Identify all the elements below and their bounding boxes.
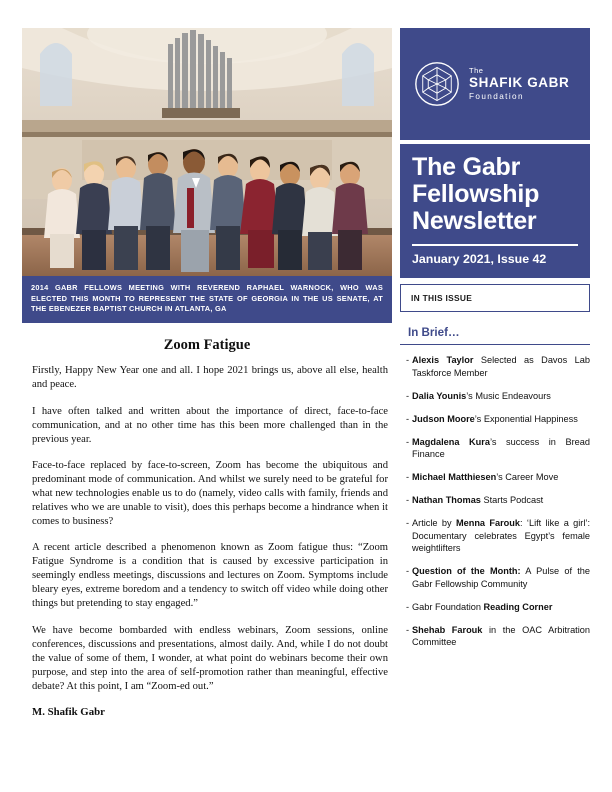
list-item-text	[412, 436, 590, 461]
in-brief-list	[400, 354, 590, 649]
list-item-text	[412, 413, 590, 426]
author-signature: M. Shafik Gabr	[32, 706, 105, 719]
list-item-lead: Dalia Younis	[412, 390, 467, 401]
in-brief-divider	[400, 344, 590, 345]
list-item	[406, 436, 590, 461]
foundation-logo-box	[400, 28, 590, 140]
list-item-text	[412, 494, 590, 507]
list-item-text	[412, 390, 590, 403]
article-paragraph: We have become bombarded with endless webinars, Zoom sessions, online conferences, discussions and presentations, almost daily. And, while I do not doubt the value of some of them, I wonder, at what point do webinars become their own purpose, and step into the area of self-promotion rather than meaningful, effective debate? At this point, I am “Zoom-ed out.”	[32, 624, 388, 692]
list-item	[406, 471, 590, 484]
list-item	[406, 565, 590, 590]
list-item-lead: Nathan Thomas	[412, 495, 481, 506]
masthead-issue-date: January 2021, Issue 42	[412, 252, 547, 266]
bullet-dash: -	[406, 495, 410, 506]
list-item-rest: ’s Exponential Happiness	[474, 413, 578, 424]
list-item-lead: Alexis Taylor	[412, 355, 474, 366]
bullet-dash: -	[406, 390, 410, 401]
list-item-lead: Michael Matthiesen	[412, 472, 497, 483]
bullet-dash: -	[406, 472, 410, 483]
list-item-lead: Question of the Month:	[412, 566, 521, 577]
masthead-title-line-1: The Gabr	[412, 153, 521, 181]
list-item	[406, 354, 590, 379]
in-this-issue-box: IN THIS ISSUE	[400, 284, 590, 312]
list-item-lead: Magdalena Kura	[412, 436, 490, 447]
article-paragraph: A recent article described a phenomenon known as Zoom fatigue thus: “Zoom Fatigue Syndrome is a condition that is caused by excessive participation in seemingly endless meetings, discussions and lectures on Zoom. Symptoms include bleary eyes, extreme boredom and a tendency to switch off video while doing other things but pretending to stay engaged.”	[32, 542, 388, 610]
article-title: Zoom Fatigue	[163, 337, 251, 354]
bullet-dash: -	[406, 413, 410, 424]
right-column	[400, 28, 590, 659]
masthead-title-line-2: Fellowship	[412, 180, 540, 208]
article-body	[22, 364, 392, 693]
list-item-lead: Menna Farouk	[455, 518, 521, 529]
logo-line-name: SHAFIK GABR	[469, 75, 570, 91]
list-item-rest: ’s Career Move	[496, 472, 559, 483]
list-item-text	[412, 624, 590, 649]
list-item	[406, 601, 590, 614]
group-photo-illustration	[22, 28, 392, 276]
logo-line-the: The	[469, 65, 484, 75]
list-item-rest: ’s Music Endeavours	[466, 390, 551, 401]
bullet-dash: -	[406, 355, 410, 366]
list-item-rest: in the OAC Arbitration Committee	[412, 624, 590, 648]
group-photo	[22, 28, 392, 276]
masthead-divider	[412, 244, 578, 246]
list-item-rest: A Pulse of the Gabr Fellowship Community	[412, 566, 590, 589]
article-paragraph: Firstly, Happy New Year one and all. I hope 2021 brings us, above all else, health and peace.	[32, 365, 388, 391]
masthead	[400, 144, 590, 278]
list-item	[406, 413, 590, 426]
bullet-dash: -	[406, 566, 410, 577]
geometric-logo-icon	[414, 61, 460, 107]
list-item	[406, 390, 590, 403]
bullet-dash: -	[406, 601, 410, 612]
masthead-title-line-3: Newsletter	[412, 207, 537, 235]
list-item-text	[412, 517, 590, 555]
list-item-text	[412, 565, 590, 590]
list-item-lead: Judson Moore	[412, 413, 475, 424]
list-item-rest: : ‘Lift like a girl’: Documentary celebrates Egypt’s female weightlifters	[412, 518, 590, 554]
article-paragraph: I have often talked and written about the importance of direct, face-to-face communication, and at no other time has this been more challenged than in the previous year.	[32, 405, 388, 445]
bullet-dash: -	[406, 436, 410, 447]
list-item-rest: Starts Podcast	[480, 495, 544, 506]
list-item	[406, 517, 590, 555]
bullet-dash: -	[406, 624, 410, 635]
list-item-rest: ’s success in Bread Finance	[412, 436, 591, 460]
list-item-text	[412, 601, 590, 614]
photo-caption: 2014 GABR FELLOWS MEETING WITH REVEREND RAPHAEL WARNOCK, WHO WAS ELECTED THIS MONTH TO REPRESENT THE STATE OF GEORGIA IN THE US SENATE, AT THE EBENEZER BAPTIST CHURCH IN ATLANTA, GA	[22, 276, 392, 323]
logo-line-foundation: Foundation	[469, 92, 524, 101]
foundation-logo-text	[469, 66, 569, 103]
article-paragraph: Face-to-face replaced by face-to-screen, Zoom has become the ubiquitous and predominant mode of communication. And whilst we surely need to be grateful for what new technologies enable us to do (namely, video calls with family, friends and relatives who we are unable to visit), does this perhaps become a hindrance when it comes to business?	[32, 460, 388, 527]
list-item-lead: Reading Corner	[483, 601, 553, 612]
list-item-text	[412, 471, 590, 484]
left-column	[22, 28, 392, 718]
in-brief-heading: In Brief…	[408, 326, 460, 339]
list-item	[406, 494, 590, 507]
list-item-prefix: Gabr Foundation	[412, 601, 484, 612]
list-item-text	[412, 354, 590, 379]
bullet-dash: -	[406, 518, 410, 529]
list-item	[406, 624, 590, 649]
list-item-lead: Shehab Farouk	[412, 624, 483, 635]
list-item-prefix: Article by	[412, 518, 456, 529]
list-item-rest: Selected as Davos Lab Taskforce Member	[412, 355, 590, 378]
